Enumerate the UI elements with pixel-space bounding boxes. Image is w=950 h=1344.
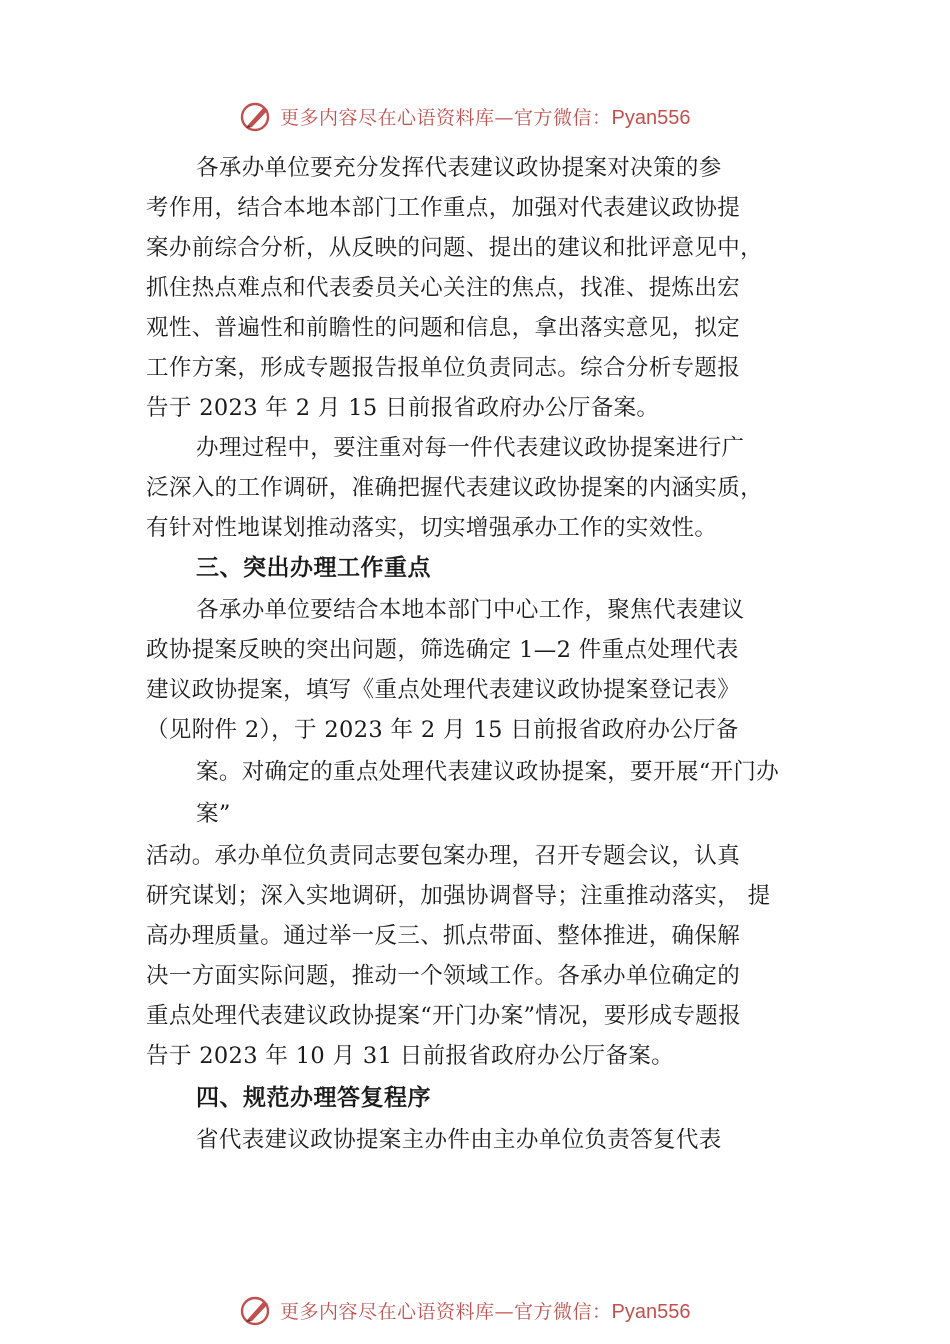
paragraph-line: 建议政协提案，填写《重点处理代表建议政协提案登记表》 xyxy=(146,677,741,703)
paragraph-line: 各承办单位要充分发挥代表建议政协提案对决策的参 xyxy=(196,155,722,181)
paragraph-line: 观性、普遍性和前瞻性的问题和信息，拿出落实意见，拟定 xyxy=(146,315,741,341)
section-heading: 四、规范办理答复程序 xyxy=(196,1085,431,1111)
paragraph-line: 重点处理代表建议政协提案“开门办案”情况，要形成专题报 xyxy=(146,1003,741,1029)
paragraph-line: 工作方案，形成专题报告报单位负责同志。综合分析专题报 xyxy=(146,355,741,381)
paragraph-line: 研究谋划；深入实地调研，加强协调督导；注重推动落实， 提 xyxy=(146,883,771,909)
paragraph-line: 高办理质量。通过举一反三、抓点带面、整体推进，确保解 xyxy=(146,923,741,949)
paragraph-line: 抓住热点难点和代表委员关心关注的焦点，找准、提炼出宏 xyxy=(146,275,741,301)
paragraph-line: 有针对性地谋划推动落实，切实增强承办工作的实效性。 xyxy=(146,515,718,541)
paragraph-line: 办理过程中，要注重对每一件代表建议政协提案进行广 xyxy=(196,435,745,461)
paragraph-line: 案办前综合分析，从反映的问题、提出的建议和批评意见中， xyxy=(146,235,763,261)
paragraph-line: 告于 2023 年 10 月 31 日前报省政府办公厅备案。 xyxy=(146,1043,674,1069)
watermark-text: 更多内容尽在心语资料库—官方微信：Pyan556 xyxy=(280,1300,691,1323)
paragraph-line: 考作用，结合本地本部门工作重点，加强对代表建议政协提 xyxy=(146,195,741,221)
paragraph-line: （见附件 2），于 2023 年 2 月 15 日前报省政府办公厅备 xyxy=(146,717,739,743)
paragraph-line: 各承办单位要结合本地本部门中心工作，聚焦代表建议 xyxy=(196,597,745,623)
section-heading: 三、突出办理工作重点 xyxy=(196,555,431,581)
pen-logo-icon xyxy=(238,1292,274,1328)
watermark-banner-top xyxy=(0,96,950,136)
watermark-text: 更多内容尽在心语资料库—官方微信：Pyan556 xyxy=(280,106,691,129)
paragraph-line: 活动。承办单位负责同志要包案办理，召开专题会议，认真 xyxy=(146,843,741,869)
paragraph-line: 决一方面实际问题，推动一个领域工作。各承办单位确定的 xyxy=(146,963,741,989)
paragraph-line: 告于 2023 年 2 月 15 日前报省政府办公厅备案。 xyxy=(146,395,660,421)
paragraph-line: 政协提案反映的突出问题，筛选确定 1—2 件重点处理代表 xyxy=(146,637,739,663)
paragraph-line: 省代表建议政协提案主办件由主办单位负责答复代表 xyxy=(196,1127,722,1153)
paragraph-line: 案。对确定的重点处理代表建议政协提案，要开展“开门办 xyxy=(196,759,780,785)
paragraph-line: 泛深入的工作调研，准确把握代表建议政协提案的内涵实质， xyxy=(146,475,763,501)
paragraph-line: 案” xyxy=(196,801,231,827)
pen-logo-icon xyxy=(238,98,274,134)
watermark-banner-bottom xyxy=(0,1290,950,1330)
